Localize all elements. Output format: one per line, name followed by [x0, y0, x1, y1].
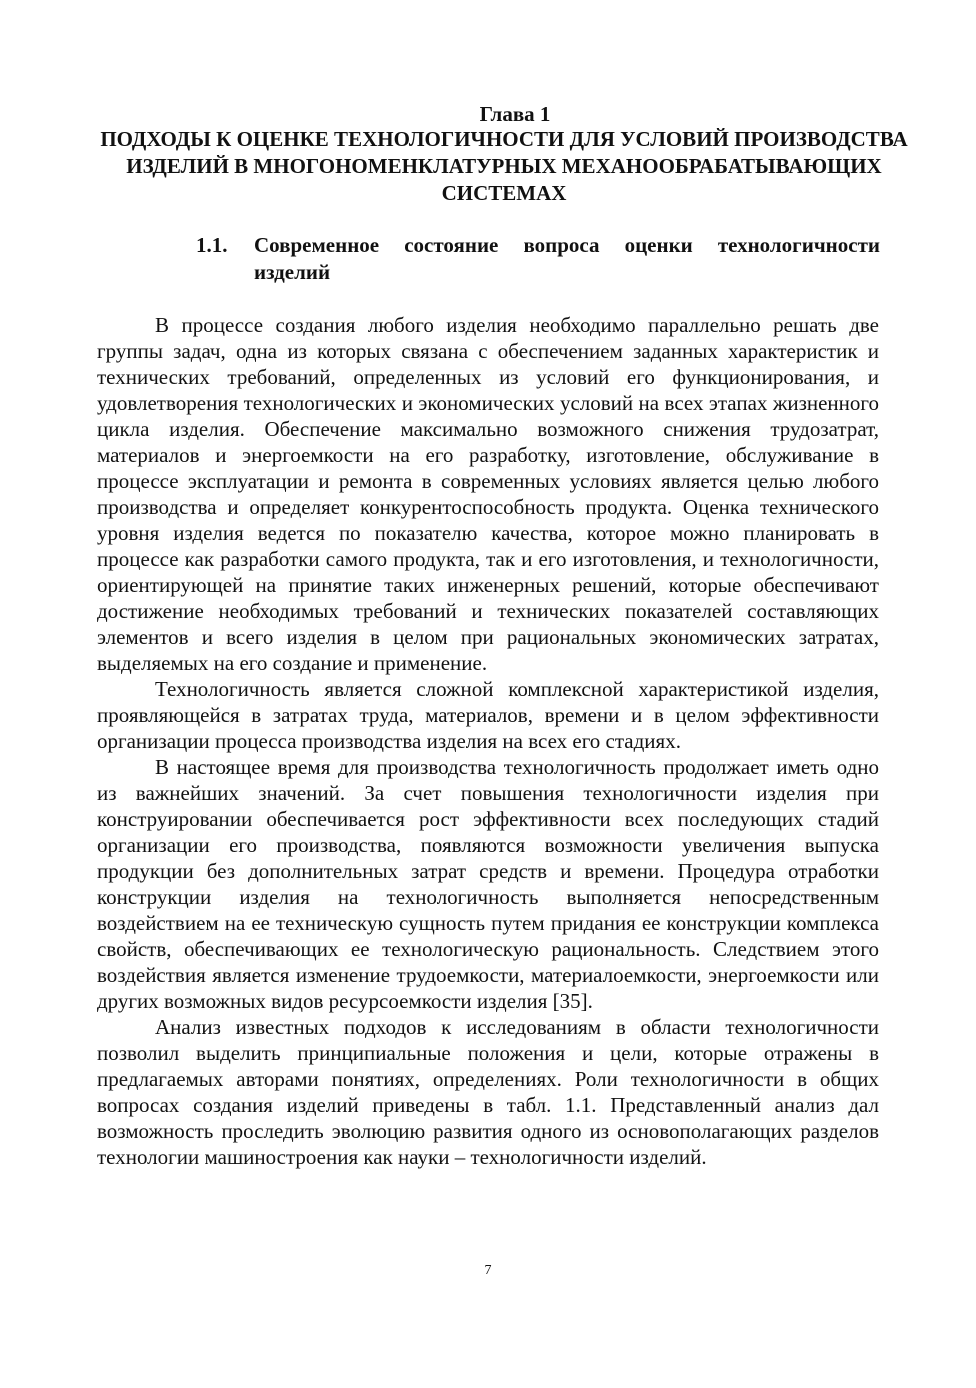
section-heading [196, 232, 880, 286]
chapter-title: ПОДХОДЫ К ОЦЕНКЕ ТЕХНОЛОГИЧНОСТИ ДЛЯ УСЛОВИЙ ПРОИЗВОДСТВА ИЗДЕЛИЙ В МНОГОНОМЕНКЛАТУРНЫХ МЕХАНООБРАБАТЫВАЮЩИХ СИСТЕМАХ [100, 127, 908, 205]
paragraph: В процессе создания любого изделия необходимо параллельно решать две группы задач, одна из которых связана с обеспечением заданных характеристик и технических требований, определенных из условий его функционирования, и удовлетворения технологических и экономических условий на всех этапах жизненного цикла изделия. Обеспечение максимально возможного снижения трудозатрат, материалов и энергоемкости на его разработку, изготовление, обслуживание в процессе эксплуатации и ремонта в современных условиях является целью любого производства и определяет конкурентоспособность продукта. Оценка технического уровня изделия ведется по показателю качества, которое можно планировать в процессе как разработки самого продукта, так и его изготовления, и технологичности, ориентирующей на принятие таких инженерных решений, которые обеспечивают достижение необходимых требований и технических показателей составляющих элементов и всего изделия в целом при рациональных экономических затратах, выделяемых на его создание и применение. [97, 313, 879, 675]
page-number: 7 [484, 1263, 492, 1278]
paragraph: Анализ известных подходов к исследованиям в области технологичности позволил выделить принципиальные положения и цели, которые отражены в предлагаемых авторами понятиях, определениях. Роли технологичности в общих вопросах создания изделий приведены в табл. 1.1. Представленный анализ дал возможность проследить эволюцию развития одного из основополагающих разделов технологии машиностроения как науки – технологичности изделий. [97, 1015, 879, 1169]
section-number: 1.1. [196, 233, 228, 257]
paragraph: В настоящее время для производства технологичность продолжает иметь одно из важнейших значений. За счет повышения технологичности изделия при конструировании обеспечивается рост эффективности всех последующих стадий организации его производства, появляются возможности увеличения выпуска продукции без дополнительных затрат средств и времени. Процедура отработки конструкции изделия на технологичность выполняется непосредственным воздействием на ее техническую сущность путем придания ее конструкции комплекса свойств, обеспечивающих ее технологическую рациональность. Следствием этого воздействия является изменение трудоемкости, материалоемкости, энергоемкости или других возможных видов ресурсоемкости изделия [35]. [97, 755, 879, 1013]
paragraph: Технологичность является сложной комплексной характеристикой изделия, проявляющейся в затратах труда, материалов, времени и в целом эффективности организации процесса производства изделия на всех его стадиях. [97, 677, 879, 753]
body-text [97, 312, 879, 1170]
section-title: Современное состояние вопроса оценки технологичности изделий [254, 233, 880, 284]
chapter-label: Глава 1 [479, 102, 551, 126]
